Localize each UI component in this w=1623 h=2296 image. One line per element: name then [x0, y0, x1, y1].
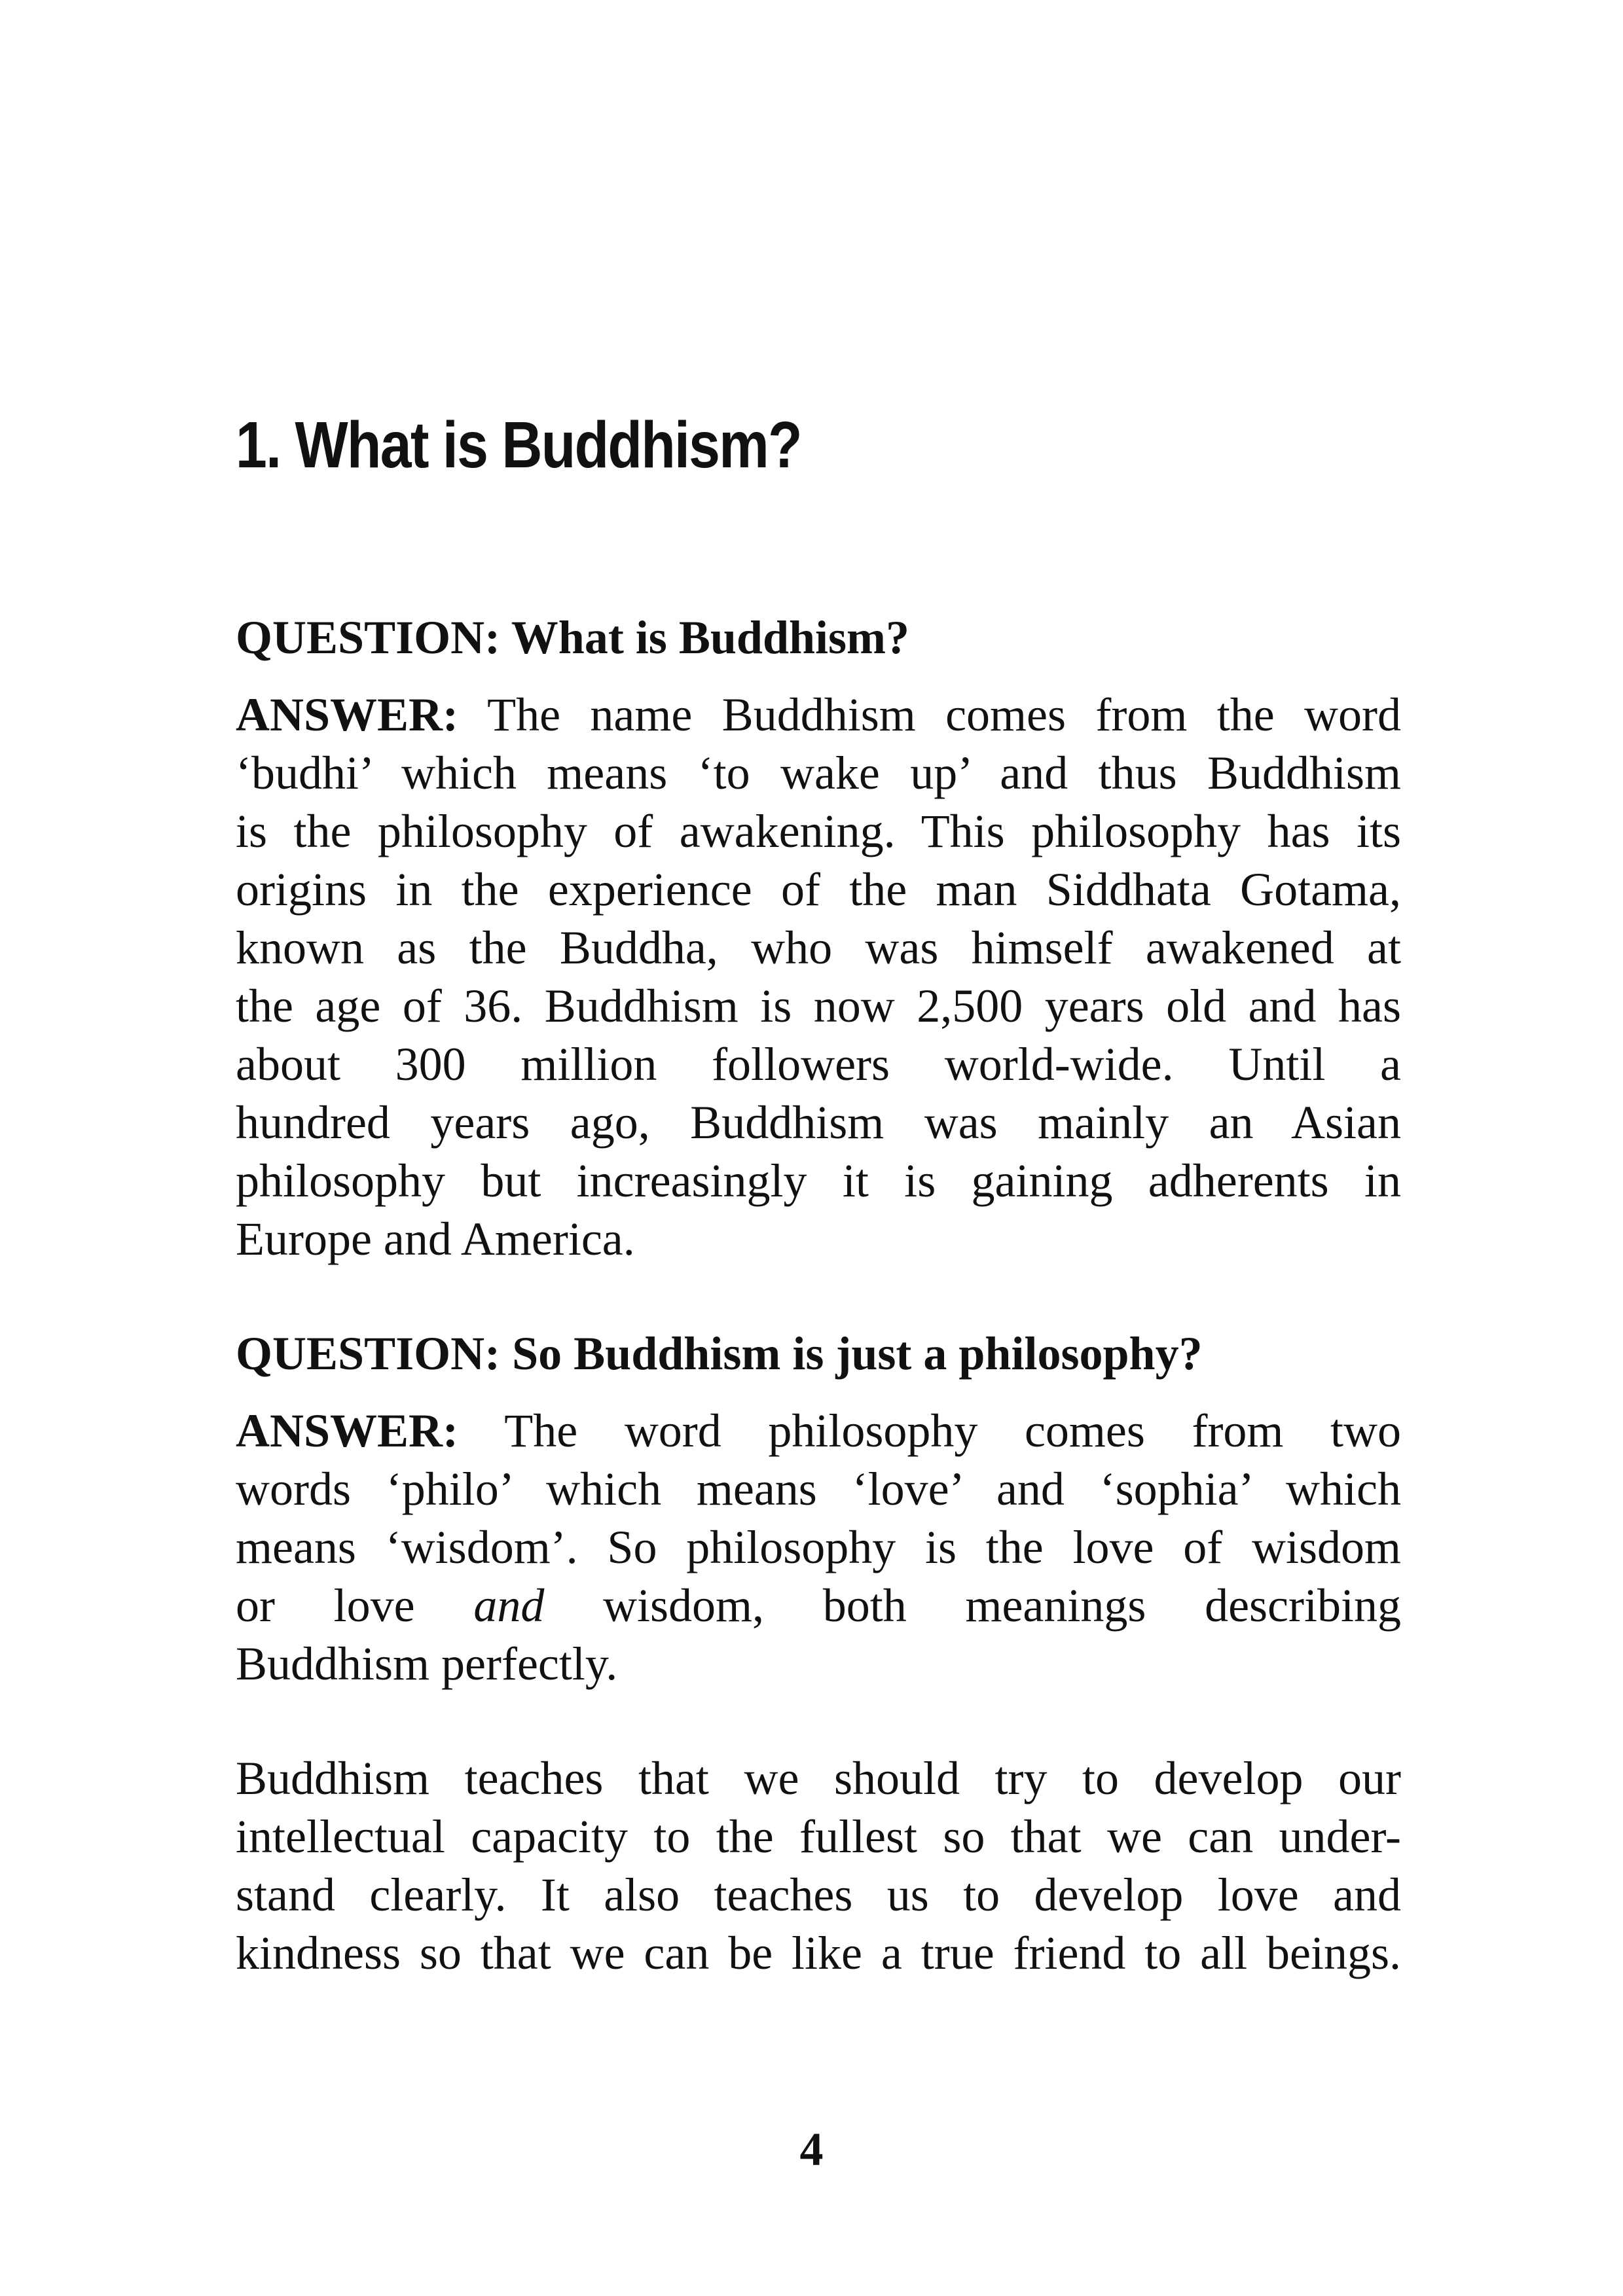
answer-paragraph [236, 1402, 1401, 1693]
page-content [236, 406, 1401, 1982]
answer-line: hundred years ago, Buddhism was mainly an Asian [236, 1096, 1401, 1149]
answer-line: Buddhism perfectly. [236, 1638, 618, 1690]
page-number: 4 [799, 2123, 824, 2176]
paragraph-line: stand clearly. It also teaches us to develop love and [236, 1869, 1401, 1921]
answer-line: about 300 million followers world-wide. Until a [236, 1038, 1401, 1090]
answer-text: wisdom, both meanings describing [544, 1579, 1401, 1632]
paragraph-line: intellectual capacity to the fullest so that we can under- [236, 1810, 1401, 1863]
answer-line: is the philosophy of awakening. This philosophy has its [236, 805, 1401, 857]
answer-label: ANSWER: [236, 1405, 459, 1457]
answer-line: words ‘philo’ which means ‘love’ and ‘sophia’ which [236, 1463, 1401, 1515]
answer-line: the age of 36. Buddhism is now 2,500 years old and has [236, 980, 1401, 1032]
question-heading: QUESTION: What is Buddhism? [236, 611, 910, 664]
answer-line: origins in the experience of the man Siddhata Gotama, [236, 863, 1401, 916]
answer-line: philosophy but increasingly it is gaining adherents in [236, 1155, 1401, 1207]
answer-line [236, 686, 1401, 744]
spacer [236, 1268, 1401, 1325]
answer-line: Europe and America. [236, 1213, 635, 1265]
closing-paragraph [236, 1749, 1401, 1982]
chapter-title: 1. What is Buddhism? [236, 408, 801, 482]
answer-paragraph [236, 686, 1401, 1268]
answer-line: known as the Buddha, who was himself awakened at [236, 922, 1401, 974]
paragraph-line: Buddhism teaches that we should try to develop our [236, 1752, 1401, 1804]
question-heading: QUESTION: So Buddhism is just a philosophy? [236, 1327, 1203, 1380]
spacer [236, 1693, 1401, 1749]
answer-line [236, 1577, 1401, 1635]
answer-text: or love [236, 1579, 474, 1632]
answer-text: The name Buddhism comes from the word [458, 689, 1401, 741]
paragraph-line: kindness so that we can be like a true friend to all beings. [236, 1927, 1401, 1979]
italic-word: and [473, 1579, 545, 1632]
answer-line: means ‘wisdom’. So philosophy is the love of wisdom [236, 1521, 1401, 1573]
answer-label: ANSWER: [236, 689, 459, 741]
answer-line: ‘budhi’ which means ‘to wake up’ and thus Buddhism [236, 747, 1401, 799]
answer-text: The word philosophy comes from two [458, 1405, 1401, 1457]
answer-line [236, 1402, 1401, 1460]
